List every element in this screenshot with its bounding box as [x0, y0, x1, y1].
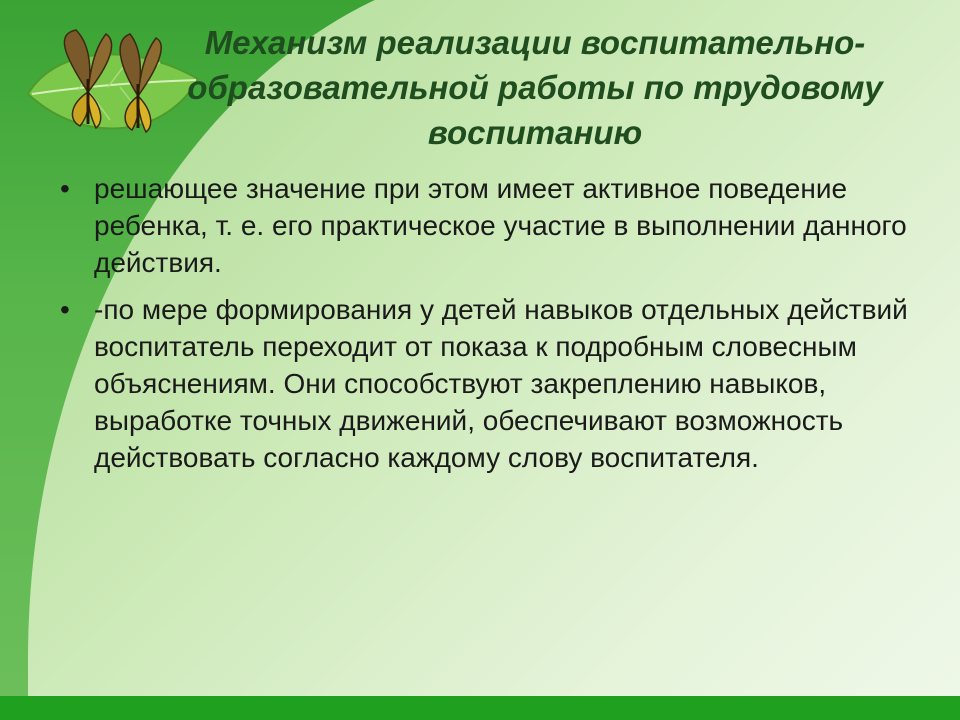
bullet-text: -по мере формирования у детей навыков отдельных действий воспитатель переходит от показа к подробным словесным объяснениям. Они способствуют закреплению навыков, выработке точных движений, обеспечивают возможность действовать согласно каждому слову воспитателя.	[94, 294, 908, 473]
slide-content	[52, 170, 912, 486]
bullet-item	[52, 291, 912, 476]
bullet-list	[52, 170, 912, 476]
bullet-item	[52, 170, 912, 281]
bottom-bar	[0, 696, 960, 720]
bullet-text: решающее значение при этом имеет активное поведение ребенка, т. е. его практическое участие в выполнении данного действия.	[94, 173, 907, 278]
slide-title: Механизм реализации воспитательно-образовательной работы по трудовому воспитанию	[187, 24, 883, 151]
bullet-marker-icon: •	[60, 294, 70, 325]
bullet-marker-icon: •	[60, 173, 70, 204]
